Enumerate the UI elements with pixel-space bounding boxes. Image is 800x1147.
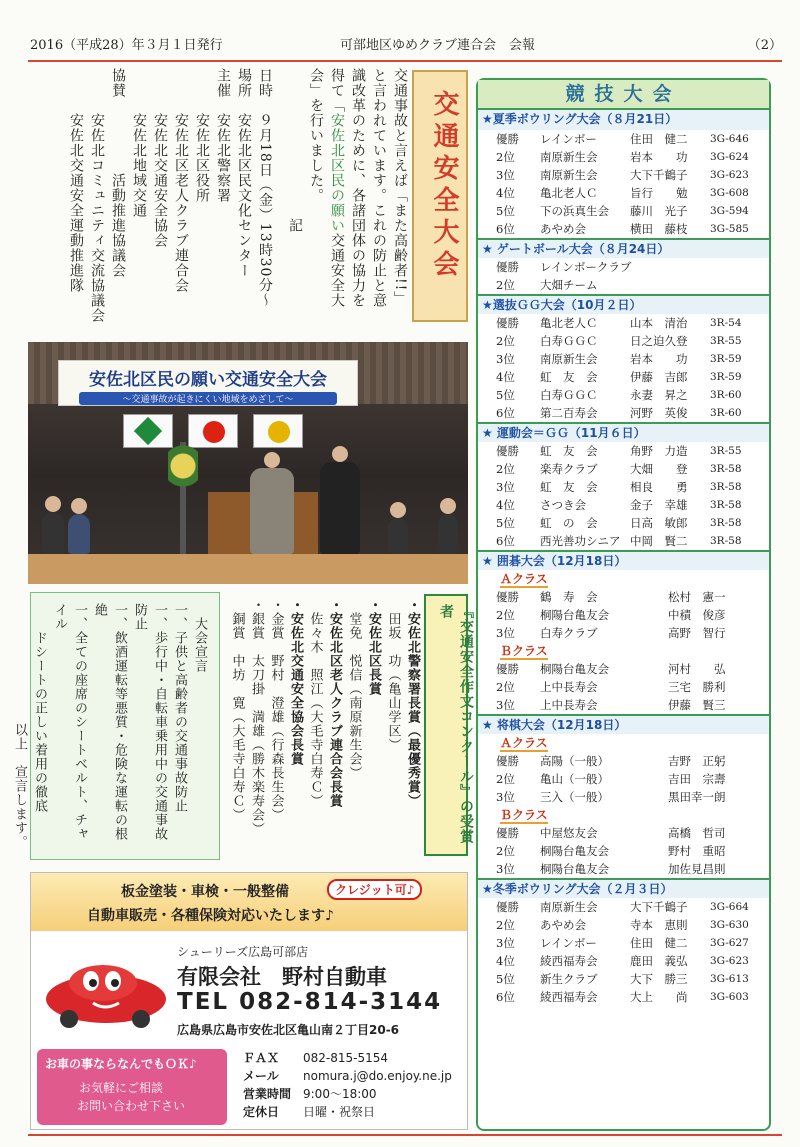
callout-text: お気軽にご相談 <box>79 1081 164 1095</box>
advertisement <box>30 872 468 1130</box>
rank-cell: 優勝 <box>496 316 519 330</box>
prize-winner: ・金賞 野村 澄雄（行森長生会） <box>268 598 284 822</box>
team-cell: 綾西福寿会 <box>540 990 598 1004</box>
callout-headline: お車の事ならなんでもＯＫ♪ <box>45 1057 197 1071</box>
flag-icon <box>253 414 303 448</box>
contact-info <box>243 1049 452 1121</box>
result-row <box>478 478 769 496</box>
prize-winner: 銅賞 中坊 寛（大毛寺白寿Ｃ） <box>229 598 245 822</box>
score-cell: 3R-58 <box>710 481 742 493</box>
rank-cell: 5位 <box>496 204 515 218</box>
company-address: 広島県広島市安佐北区亀山南２丁目20-6 <box>177 1023 400 1037</box>
rank-cell: 優勝 <box>496 754 519 768</box>
ad-sales: 自動車販売・各種保険対応いたします♪ <box>87 908 334 924</box>
contest-winners <box>226 598 422 860</box>
team-cell: 亀山（一般） <box>540 772 609 786</box>
rank-cell: 2位 <box>496 608 515 622</box>
result-row <box>478 970 769 988</box>
score-cell: 3R-54 <box>710 317 742 329</box>
car-mascot-icon <box>41 951 171 1031</box>
intro-text: 交通安全大 <box>329 233 345 308</box>
competition-results <box>476 78 771 1131</box>
rank-cell: 3位 <box>496 936 515 950</box>
rank-cell: 6位 <box>496 222 515 236</box>
issue-date: 2016（平成28）年３月１日発行 <box>30 38 223 53</box>
rank-cell: 5位 <box>496 388 515 402</box>
name-cell: 伊藤 賢三 <box>668 698 726 712</box>
rank-cell: 3位 <box>496 862 515 876</box>
banner-subtitle: ～交通事故が起きにくい地域をめざして～ <box>79 392 337 405</box>
name-cell: 住田 健二 <box>630 132 688 146</box>
name-cell: 中積 俊彦 <box>668 608 726 622</box>
team-cell: 亀北老人Ｃ <box>540 186 598 200</box>
declaration-box <box>12 592 220 860</box>
host-line <box>149 68 170 330</box>
class-header <box>478 642 769 660</box>
name-cell: 山本 清治 <box>630 316 688 330</box>
declaration-item: 一、全ての座席のシートベルト、チャイル <box>52 603 87 841</box>
result-row <box>478 332 769 350</box>
result-row <box>478 130 769 148</box>
sponsor-line <box>65 68 86 330</box>
rank-cell: 優勝 <box>496 132 519 146</box>
page-number: （2） <box>747 38 782 53</box>
rank-cell: 5位 <box>496 516 515 530</box>
name-cell: 高橋 哲司 <box>668 826 726 840</box>
team-cell: 南原新生会 <box>540 900 598 914</box>
result-row <box>478 276 769 294</box>
name-cell: 永妻 昇之 <box>630 388 688 402</box>
team-cell: 白寿クラブ <box>540 626 598 640</box>
prize-label: ・安佐北警察署長賞（最優秀賞） <box>405 598 420 808</box>
team-cell: 中屋悠友会 <box>540 826 598 840</box>
result-row <box>478 184 769 202</box>
sponsor-name: 安佐北交通安全運動推進隊 <box>68 113 84 293</box>
host-name: 安佐北区役所 <box>194 113 210 203</box>
mail-label: メール <box>243 1069 279 1083</box>
class-header <box>478 734 769 752</box>
team-cell: 鶴 寿 会 <box>540 590 598 604</box>
name-cell: 角野 力造 <box>630 444 688 458</box>
host-line <box>212 68 233 330</box>
score-cell: 3R-58 <box>710 463 742 475</box>
team-cell: 亀北老人Ｃ <box>540 316 598 330</box>
result-row <box>478 588 769 606</box>
result-row <box>478 898 769 916</box>
result-row <box>478 202 769 220</box>
name-cell: 大畑 登 <box>630 462 688 476</box>
declaration-title: 大会宣言 <box>192 617 207 673</box>
person-figure <box>68 514 90 554</box>
name-cell: 旨行 勉 <box>630 186 688 200</box>
traffic-safety-article <box>30 68 410 330</box>
team-cell: レインボークラブ <box>540 260 632 274</box>
result-row <box>478 496 769 514</box>
score-cell: 3R-58 <box>710 517 742 529</box>
prize-label: ・安佐北交通安全協会長賞 <box>288 598 303 766</box>
declaration-closing: 以上 宣言します。 <box>12 723 27 849</box>
result-row <box>478 404 769 422</box>
team-cell: 下の浜真生会 <box>540 204 609 218</box>
score-cell: 3G-585 <box>710 223 749 235</box>
rank-cell: 優勝 <box>496 826 519 840</box>
name-cell: 大上 尚 <box>630 990 688 1004</box>
hours-label: 営業時間 <box>243 1087 292 1101</box>
host-line <box>170 68 191 330</box>
team-cell: 上中長寿会 <box>540 680 598 694</box>
rank-cell: 優勝 <box>496 662 519 676</box>
result-row <box>478 148 769 166</box>
section-header: ★選抜ＧＧ大会（10月２日） <box>478 294 769 314</box>
name-cell: 寺本 恵則 <box>630 918 688 932</box>
name-cell: 大下千鶴子 <box>630 900 688 914</box>
team-cell: 虹 の 会 <box>540 516 598 530</box>
rank-cell: 優勝 <box>496 444 519 458</box>
result-row <box>478 770 769 788</box>
closed-days: 日曜・祝祭日 <box>303 1105 376 1119</box>
prize-winner: 佐々木 照江（大毛寺白寿Ｃ） <box>307 598 323 808</box>
name-cell: 伊藤 吉郎 <box>630 370 688 384</box>
class-header <box>478 570 769 588</box>
fax-label: ＦＡＸ <box>243 1051 280 1065</box>
name-cell: 松村 憲一 <box>668 590 726 604</box>
score-cell: 3R-60 <box>710 389 742 401</box>
article-title: 交通安全大会 <box>429 90 459 282</box>
score-cell: 3R-58 <box>710 535 742 547</box>
rank-cell: 4位 <box>496 498 515 512</box>
sponsor-name: 安佐北コミュニティ交流協議会 <box>89 113 105 323</box>
rank-cell: 2位 <box>496 334 515 348</box>
result-row <box>478 824 769 842</box>
rank-cell: 優勝 <box>496 260 519 274</box>
rank-cell: 優勝 <box>496 900 519 914</box>
hours-line <box>243 1085 452 1103</box>
name-cell: 鹿田 義弘 <box>630 954 688 968</box>
mail-line <box>243 1067 452 1085</box>
section-header: ★ 囲碁大会（12月18日） <box>478 550 769 570</box>
result-row <box>478 220 769 238</box>
flag-icon <box>123 414 173 448</box>
declaration-item: 一、子供と高齢者の交通事故防止 <box>172 603 187 813</box>
event-photo <box>28 342 468 584</box>
team-cell: 西光善功シニア <box>540 534 621 548</box>
team-cell: 楽寿クラブ <box>540 462 598 476</box>
section-header: ★ 運動会＝ＧＧ（11月６日） <box>478 422 769 442</box>
score-cell: 3G-603 <box>710 991 749 1003</box>
score-cell: 3R-59 <box>710 371 742 383</box>
host-name: 安佐北地域交通 <box>131 113 147 218</box>
team-cell: 白寿ＧＧＣ <box>540 388 598 402</box>
result-row <box>478 442 769 460</box>
rank-cell: 2位 <box>496 278 515 292</box>
prize-winner: 堂免 悦信（南原新生会） <box>346 598 362 780</box>
host-line <box>107 68 128 330</box>
host-name: 安佐北区老人クラブ連合会 <box>173 113 189 293</box>
fax-number: 082-815-5154 <box>303 1051 389 1065</box>
person-figure <box>320 462 360 554</box>
ad-callout <box>37 1049 227 1125</box>
sponsor-label: 協賛 <box>110 68 126 98</box>
top-rule <box>28 60 782 62</box>
result-row <box>478 860 769 878</box>
name-cell: 吉田 宗壽 <box>668 772 726 786</box>
rank-cell: 3位 <box>496 626 515 640</box>
team-cell: 虹 友 会 <box>540 444 598 458</box>
name-cell: 岩本 功 <box>630 352 688 366</box>
score-cell: 3G-613 <box>710 973 749 985</box>
class-label: Ｂクラス <box>500 808 548 822</box>
event-place: 場所 安佐北区民文化センター <box>236 68 252 278</box>
team-cell: 虹 友 会 <box>540 370 598 384</box>
name-cell: 岩本 功 <box>630 150 688 164</box>
team-cell: 桐陽台亀友会 <box>540 662 609 676</box>
name-cell: 金子 幸雄 <box>630 498 688 512</box>
name-cell: 横田 藤枝 <box>630 222 688 236</box>
shop-branch: シューリーズ広島可部店 <box>177 945 309 959</box>
name-cell: 吉野 正躬 <box>668 754 726 768</box>
class-label: Ａクラス <box>500 572 548 586</box>
team-cell: 桐陽台亀友会 <box>540 862 609 876</box>
result-row <box>478 660 769 678</box>
host-line <box>191 68 212 330</box>
result-row <box>478 752 769 770</box>
name-cell: 日高 敏郎 <box>630 516 688 530</box>
team-cell: 高陽（一般） <box>540 754 609 768</box>
section-header: ★冬季ボウリング大会（２月３日） <box>478 878 769 898</box>
rank-cell: 6位 <box>496 990 515 1004</box>
name-cell: 相良 勇 <box>630 480 688 494</box>
result-row <box>478 952 769 970</box>
contest-title: 『交通安全作文コンクール』の受賞者 <box>438 604 474 844</box>
prize-winner: ・銀賞 太刀掛 満雄（勝木楽寿会） <box>249 598 264 836</box>
name-cell: 大下千鶴子 <box>630 168 688 182</box>
team-cell: 第二百寿会 <box>540 406 598 420</box>
score-cell: 3R-58 <box>710 499 742 511</box>
team-cell: 桐陽台亀友会 <box>540 844 609 858</box>
rank-cell: 6位 <box>496 534 515 548</box>
article-title-box <box>412 70 468 322</box>
rank-cell: 3位 <box>496 698 515 712</box>
person-figure <box>388 518 408 554</box>
team-cell: さつき会 <box>540 498 586 512</box>
score-cell: 3R-55 <box>710 335 742 347</box>
name-cell: 藤川 光子 <box>630 204 688 218</box>
team-cell: 南原新生会 <box>540 168 598 182</box>
score-cell: 3R-59 <box>710 353 742 365</box>
team-cell: あやめ会 <box>540 222 586 236</box>
team-cell: レインボー <box>540 936 597 950</box>
article-intro <box>284 68 410 330</box>
team-cell: 白寿ＧＧＣ <box>540 334 598 348</box>
team-cell: 大畑チーム <box>540 278 598 292</box>
bottom-rule <box>28 1134 782 1136</box>
name-cell: 日之迫久登 <box>630 334 688 348</box>
prize-label: ・安佐北区長賞 <box>366 598 381 696</box>
rank-cell: 6位 <box>496 406 515 420</box>
team-cell: あやめ会 <box>540 918 586 932</box>
contest-title-box <box>424 594 474 856</box>
intro-line <box>326 68 347 330</box>
sponsor-line <box>86 68 107 330</box>
name-cell: 加佐見昌則 <box>668 862 726 876</box>
team-cell: 桐陽台亀友会 <box>540 608 609 622</box>
team-cell: 綾西福寿会 <box>540 954 598 968</box>
name-cell: 河村 弘 <box>668 662 726 676</box>
declaration-item: 一、歩行中・自転車乗用中の交通事故防止 <box>132 603 167 841</box>
credit-badge: クレジット可♪ <box>327 879 422 900</box>
page-header <box>30 34 782 54</box>
section-header: ★夏季ボウリング大会（８月21日） <box>478 110 769 130</box>
prize-winner: 田坂 功（亀山学区） <box>385 598 401 752</box>
intro-line: 会」を行いました。 <box>308 68 324 203</box>
rank-cell: 2位 <box>496 150 515 164</box>
phone-number: TEL 082-814-3144 <box>177 989 443 1015</box>
declaration-item: ドシートの正しい着用の徹底 <box>32 603 47 813</box>
highlight-text: 安佐北区民の願い <box>329 113 345 233</box>
winner-list <box>227 598 422 860</box>
callout-text: お問い合わせ下さい <box>77 1099 186 1113</box>
score-cell: 3G-627 <box>710 937 749 949</box>
score-cell: 3G-646 <box>710 133 749 145</box>
prize-label: ・安佐北区老人クラブ連合会長賞 <box>327 598 342 808</box>
team-cell: 三入（一般） <box>540 790 609 804</box>
rank-cell: 2位 <box>496 772 515 786</box>
event-info <box>65 68 275 330</box>
result-row <box>478 678 769 696</box>
result-row <box>478 606 769 624</box>
score-cell: 3G-630 <box>710 919 749 931</box>
closed-label: 定休日 <box>243 1105 280 1119</box>
banner-title: 安佐北区民の願い交通安全大会 <box>89 370 327 390</box>
name-cell: 住田 健二 <box>630 936 688 950</box>
rank-cell: 2位 <box>496 844 515 858</box>
result-row <box>478 368 769 386</box>
score-cell: 3R-60 <box>710 407 742 419</box>
section-header: ★ ゲートボール大会（８月24日） <box>478 238 769 258</box>
result-row <box>478 532 769 550</box>
result-row <box>478 842 769 860</box>
rank-cell: 3位 <box>496 790 515 804</box>
team-cell: 虹 友 会 <box>540 480 598 494</box>
stage-banner <box>58 360 358 406</box>
newsletter-name: 可部地区ゆめクラブ連合会 会報 <box>340 38 536 53</box>
intro-line: と言われています。これの防止と意 <box>371 68 387 308</box>
person-figure <box>250 468 294 554</box>
rank-cell: 4位 <box>496 370 515 384</box>
result-row <box>478 916 769 934</box>
result-row <box>478 934 769 952</box>
team-cell: 上中長寿会 <box>540 698 598 712</box>
intro-text: 得て「 <box>329 68 345 113</box>
stage-floor <box>28 554 468 584</box>
company-name: 有限会社 野村自動車 <box>177 965 387 989</box>
closed-line <box>243 1103 452 1121</box>
name-cell: 大下 勝三 <box>630 972 688 986</box>
score-cell: 3G-623 <box>710 955 749 967</box>
team-cell: 南原新生会 <box>540 352 598 366</box>
section-header: ★ 将棋大会（12月18日） <box>478 714 769 734</box>
event-date: 日時 ９月18日（金）13時30分～ <box>257 68 273 308</box>
rank-cell: 2位 <box>496 680 515 694</box>
score-cell: 3G-594 <box>710 205 749 217</box>
class-header <box>478 806 769 824</box>
host-name: 安佐北警察署 <box>215 113 231 203</box>
competition-title: 競技大会 <box>478 80 769 110</box>
declaration-item: 一、飲酒運転等悪質・危険な運転の根絶 <box>92 603 127 841</box>
result-row <box>478 258 769 276</box>
team-cell: 南原新生会 <box>540 150 598 164</box>
score-cell: 3R-55 <box>710 445 742 457</box>
name-cell: 野村 重昭 <box>668 844 726 858</box>
result-row <box>478 314 769 332</box>
name-cell: 高野 智行 <box>668 626 726 640</box>
rank-cell: 3位 <box>496 168 515 182</box>
intro-line: 識改革のために、各諸団体の協力を <box>350 68 366 308</box>
rank-cell: 2位 <box>496 918 515 932</box>
score-cell: 3G-624 <box>710 151 749 163</box>
result-row <box>478 386 769 404</box>
name-cell: 河野 英俊 <box>630 406 688 420</box>
result-row <box>478 788 769 806</box>
result-row <box>478 696 769 714</box>
host-label: 主催 <box>215 68 231 98</box>
rank-cell: 2位 <box>496 462 515 476</box>
score-cell: 3G-608 <box>710 187 749 199</box>
result-row <box>478 460 769 478</box>
team-cell: 新生クラブ <box>540 972 598 986</box>
rank-cell: 5位 <box>496 972 515 986</box>
result-row <box>478 166 769 184</box>
rank-cell: 4位 <box>496 186 515 200</box>
class-label: Ａクラス <box>500 736 548 750</box>
declaration-text <box>9 603 209 853</box>
results-body <box>478 110 769 1006</box>
person-figure <box>438 514 458 554</box>
class-label: Ｂクラス <box>500 644 548 658</box>
ki-label: 記 <box>287 218 303 233</box>
host-name: 安佐北交通安全協会 <box>152 113 168 248</box>
host-name: 活動推進協議会 <box>110 173 126 278</box>
result-row <box>478 350 769 368</box>
email-address: nomura.j@do.enjoy.ne.jp <box>303 1069 452 1083</box>
person-figure <box>42 512 64 554</box>
name-cell: 黒田幸一朗 <box>668 790 726 804</box>
score-cell: 3G-664 <box>710 901 749 913</box>
rank-cell: 3位 <box>496 480 515 494</box>
intro-line: 交通事故と言えば「また高齢者!!」 <box>392 68 408 307</box>
name-cell: 中岡 賢二 <box>630 534 688 548</box>
rank-cell: 優勝 <box>496 590 519 604</box>
result-row <box>478 624 769 642</box>
business-hours: 9:00～18:00 <box>303 1087 377 1101</box>
name-cell: 三宅 勝利 <box>668 680 726 694</box>
ad-services: 板金塗装・車検・一般整備 <box>121 884 289 900</box>
result-row <box>478 988 769 1006</box>
fax-line <box>243 1049 452 1067</box>
result-row <box>478 514 769 532</box>
rank-cell: 3位 <box>496 352 515 366</box>
host-line <box>128 68 149 330</box>
team-cell: レインボー <box>540 132 597 146</box>
flower-arrangement <box>168 442 198 562</box>
score-cell: 3G-623 <box>710 169 749 181</box>
rank-cell: 4位 <box>496 954 515 968</box>
